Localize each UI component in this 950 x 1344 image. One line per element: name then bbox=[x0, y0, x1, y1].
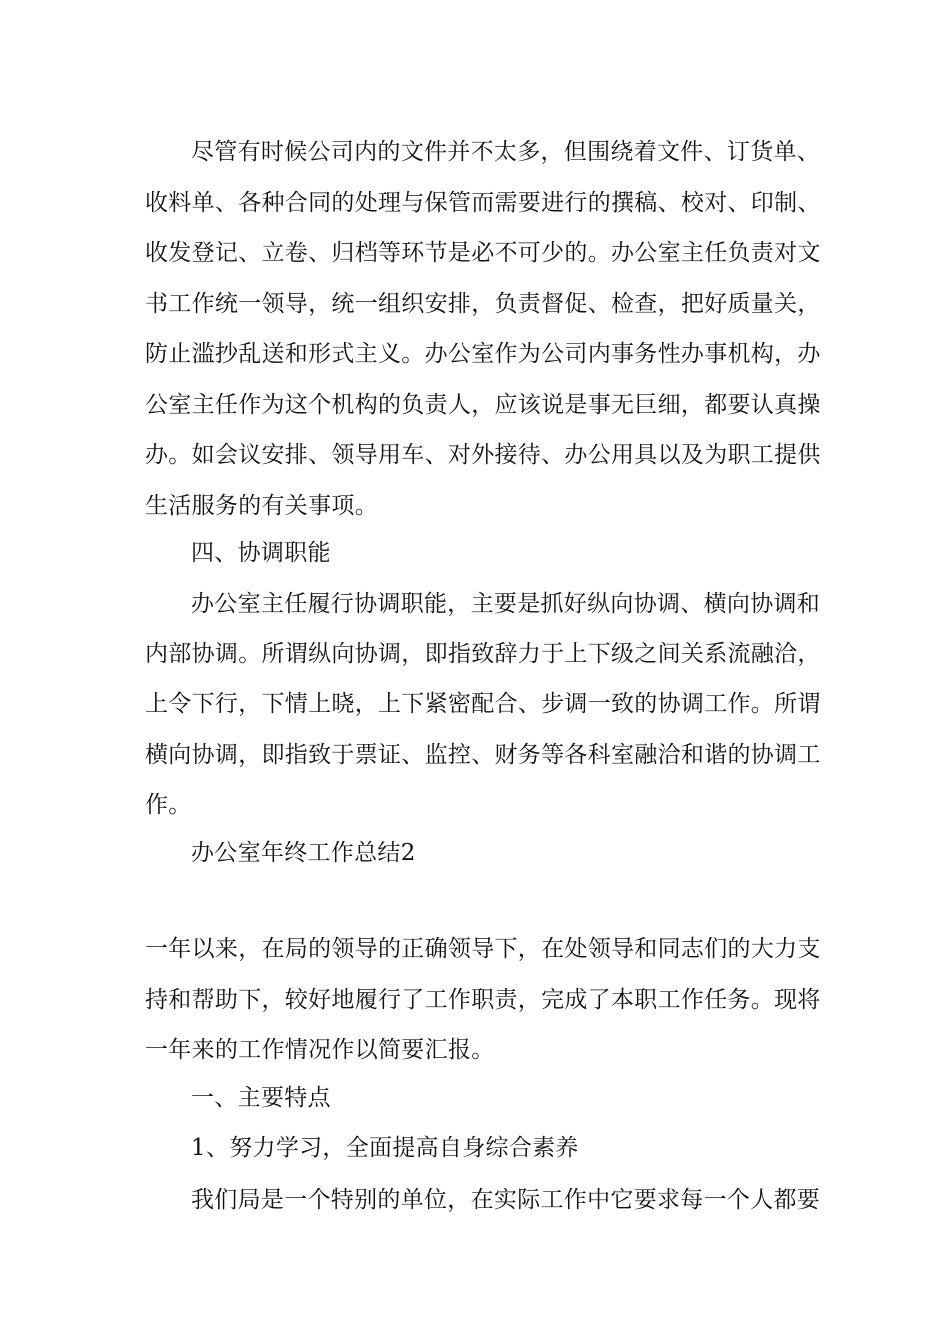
document-subtitle: 办公室年终工作总结2 bbox=[191, 840, 416, 866]
paragraph-line: 一年以来，在局的领导的正确领导下，在处领导和同志们的大力支 bbox=[145, 936, 821, 962]
paragraph-line: 防止滥抄乱送和形式主义。办公室作为公司内事务性办事机构，办 bbox=[145, 341, 821, 367]
paragraph-line: 办公室主任履行协调职能，主要是抓好纵向协调、横向协调和 bbox=[191, 591, 821, 617]
subsection-heading: 1、努力学习，全面提高自身综合素养 bbox=[191, 1135, 579, 1161]
paragraph-line: 横向协调，即指致于票证、监控、财务等各科室融洽和谐的协调工 bbox=[145, 742, 821, 768]
paragraph-line: 上令下行，下情上晓，上下紧密配合、步调一致的协调工作。所谓 bbox=[145, 691, 821, 717]
paragraph-line: 尽管有时候公司内的文件并不太多，但围绕着文件、订货单、 bbox=[191, 139, 821, 165]
paragraph-line: 办。如会议安排、领导用车、对外接待、办公用具以及为职工提供 bbox=[145, 442, 821, 468]
section-heading: 一、主要特点 bbox=[191, 1085, 331, 1111]
paragraph-line: 作。 bbox=[145, 792, 192, 818]
paragraph-line: 内部协调。所谓纵向协调，即指致辞力于上下级之间关系流融洽， bbox=[145, 641, 821, 667]
paragraph-line: 书工作统一领导，统一组织安排，负责督促、检查，把好质量关， bbox=[145, 291, 821, 317]
paragraph-line: 持和帮助下，较好地履行了工作职责，完成了本职工作任务。现将 bbox=[145, 987, 821, 1013]
paragraph-line: 收料单、各种合同的处理与保管而需要进行的撰稿、校对、印制、 bbox=[145, 190, 821, 216]
paragraph-line: 生活服务的有关事项。 bbox=[145, 493, 378, 519]
paragraph-line: 收发登记、立卷、归档等环节是必不可少的。办公室主任负责对文 bbox=[145, 240, 821, 266]
paragraph-line: 我们局是一个特别的单位，在实际工作中它要求每一个人都要 bbox=[191, 1187, 821, 1213]
paragraph-line: 公室主任作为这个机构的负责人，应该说是事无巨细，都要认真操 bbox=[145, 392, 821, 418]
section-heading: 四、协调职能 bbox=[191, 540, 331, 566]
paragraph-line: 一年来的工作情况作以简要汇报。 bbox=[145, 1037, 495, 1063]
